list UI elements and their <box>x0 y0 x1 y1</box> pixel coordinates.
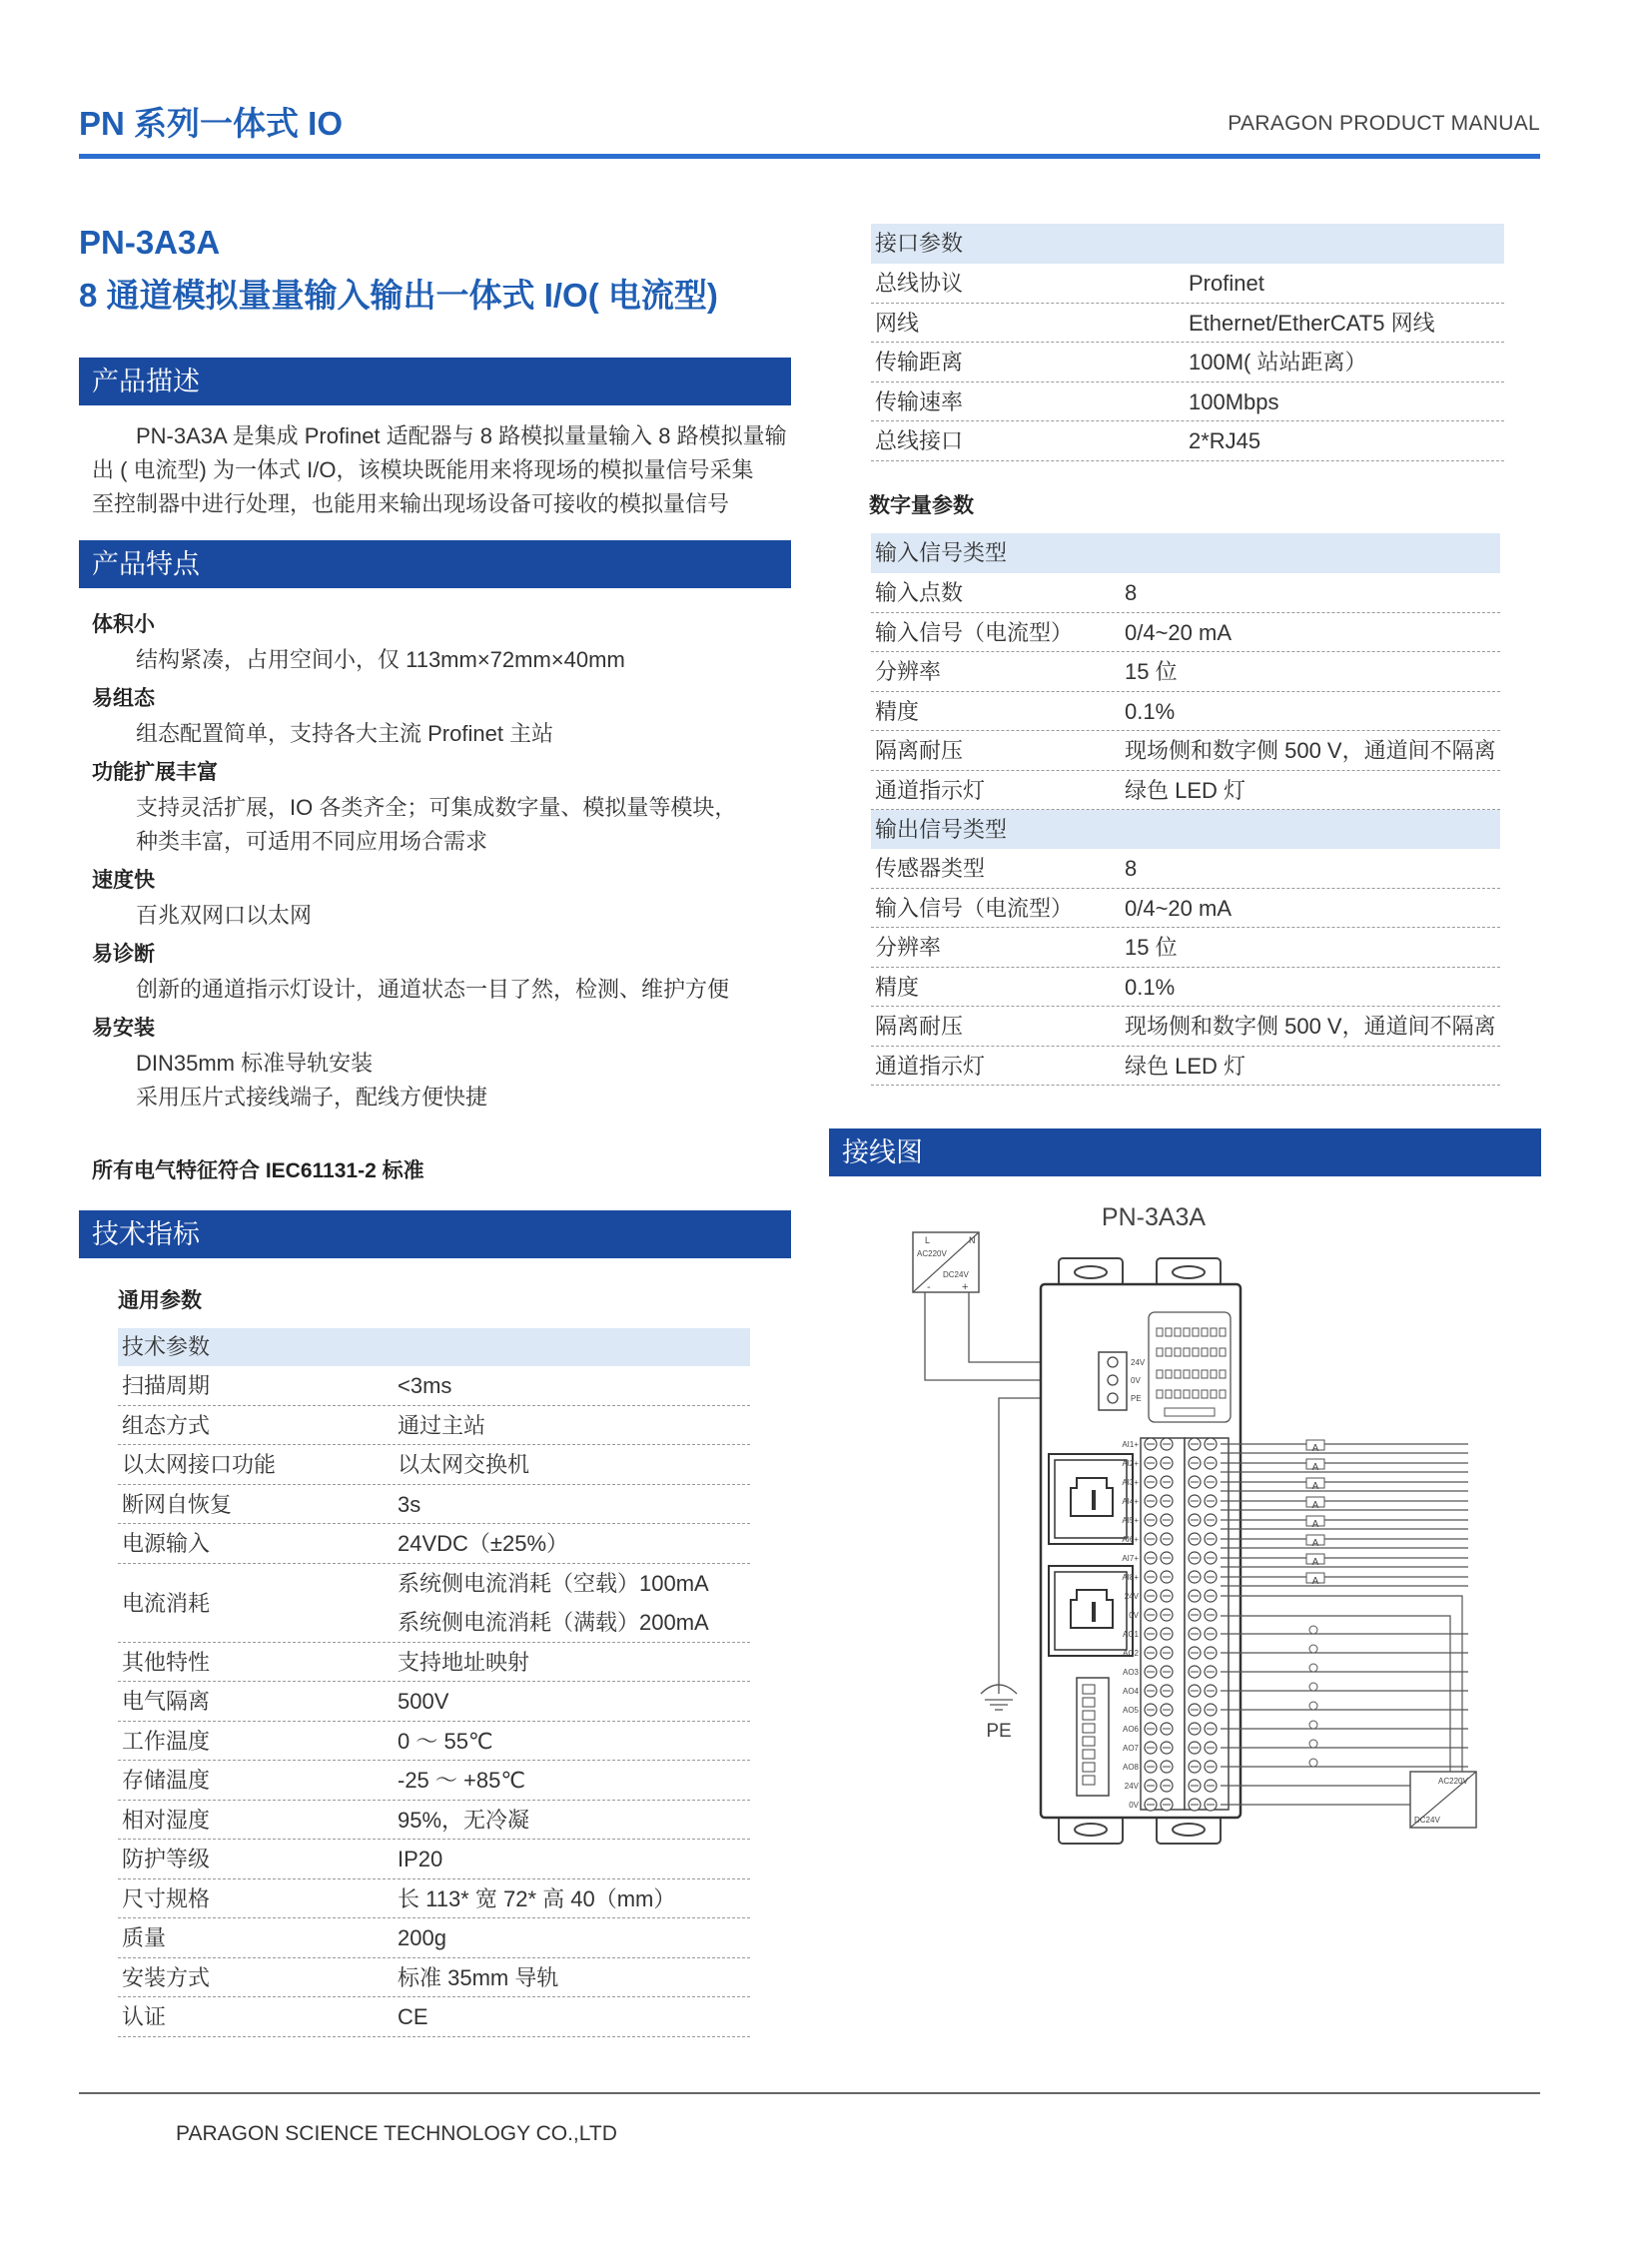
psu-input-label: AC220V <box>1438 1777 1468 1786</box>
ground-icon <box>981 1658 1017 1710</box>
table-row <box>871 382 1504 422</box>
psu-output-label: DC24V <box>943 1270 969 1279</box>
table-row <box>118 1564 750 1643</box>
row-key: 存储温度 <box>122 1768 211 1793</box>
section-specs-bar: 技术指标 <box>79 1210 791 1258</box>
svg-text:+: + <box>962 1281 969 1293</box>
table-row <box>118 1997 750 2037</box>
section-features-bar: 产品特点 <box>79 540 791 588</box>
row-value: 绿色 LED 灯 <box>1125 777 1246 803</box>
row-key: 其他特性 <box>122 1649 211 1675</box>
row-value: 现场侧和数字侧 500 V，通道间不隔离 <box>1125 738 1496 763</box>
led-panel-icon <box>1149 1312 1231 1422</box>
table-row <box>871 573 1500 613</box>
row-value: 3s <box>398 1491 421 1517</box>
row-key: 输入点数 <box>875 580 964 605</box>
row-key: 电气隔离 <box>122 1689 211 1714</box>
row-key: 组态方式 <box>122 1412 211 1438</box>
wiring-diagram <box>829 1188 1548 1887</box>
row-key: 隔离耐压 <box>875 1014 964 1039</box>
ao-terminal-label: AO8 <box>1122 1763 1139 1772</box>
table-row <box>118 1958 750 1998</box>
header-manual-label: PARAGON PRODUCT MANUAL <box>1228 112 1540 135</box>
terminal-block-icon <box>1141 1438 1229 1810</box>
ai-terminal-label: 24V <box>1124 1592 1139 1601</box>
row-value: <3ms <box>398 1373 452 1398</box>
row-key: 网线 <box>875 310 920 336</box>
table-row <box>871 692 1500 732</box>
row-value: 以太网交换机 <box>398 1452 530 1477</box>
feature-text: 创新的通道指示灯设计，通道状态一目了然，检测、维护方便 <box>136 977 730 1002</box>
header-divider <box>79 154 1540 159</box>
ai-terminal-label: AI3+ <box>1122 1478 1139 1487</box>
row-value: 200g <box>398 1925 446 1950</box>
row-value: 支持地址映射 <box>398 1649 530 1675</box>
table-row <box>118 1406 750 1446</box>
feature-text: 种类丰富，可适用不同应用场合需求 <box>136 829 488 854</box>
row-value: 8 <box>1125 580 1138 605</box>
row-value: CE <box>398 2004 428 2029</box>
load-icon <box>1309 1683 1317 1691</box>
feature-title: 体积小 <box>92 613 155 636</box>
table-header: 输入信号类型 <box>871 533 1500 573</box>
power-terminal-icon <box>1099 1352 1127 1410</box>
ao-terminal-label: 24V <box>1124 1782 1139 1791</box>
row-value: 100Mbps <box>1189 388 1279 414</box>
table-header: 技术参数 <box>118 1328 750 1366</box>
feature-title: 功能扩展丰富 <box>92 761 218 784</box>
feature-text: DIN35mm 标准导轨安装 <box>136 1051 374 1076</box>
row-value: 0/4~20 mA <box>1125 895 1233 921</box>
row-key: 输入信号（电流型） <box>875 619 1074 645</box>
feature-title: 速度快 <box>92 869 155 892</box>
row-key: 分辨率 <box>875 659 942 684</box>
description-line: PN-3A3A 是集成 Profinet 适配器与 8 路模拟量量输入 8 路模拟量输 <box>136 423 787 448</box>
row-value: 95%，无冷凝 <box>398 1807 530 1833</box>
row-value: 现场侧和数字侧 500 V，通道间不隔离 <box>1125 1014 1496 1039</box>
feature-text: 支持灵活扩展，IO 各类齐全；可集成数字量、模拟量等模块， <box>136 795 737 820</box>
row-key: 认证 <box>122 2004 167 2029</box>
table-row <box>118 1879 750 1919</box>
table-row <box>871 304 1504 344</box>
table-header: 接口参数 <box>871 224 1504 264</box>
svg-text:-: - <box>927 1281 931 1293</box>
load-icon <box>1309 1721 1317 1729</box>
row-key: 质量 <box>122 1925 167 1950</box>
table-row <box>871 731 1500 771</box>
ammeter-icon: A <box>1311 1443 1319 1454</box>
table-row <box>871 849 1500 889</box>
row-key: 精度 <box>875 974 920 1000</box>
table-row <box>118 1485 750 1525</box>
row-value: 0.1% <box>1125 698 1176 724</box>
ethernet-port-icon <box>1049 1454 1133 1544</box>
footer-company: PARAGON SCIENCE TECHNOLOGY CO.,LTD <box>176 2122 617 2145</box>
row-value: Profinet <box>1189 271 1264 296</box>
row-key: 安装方式 <box>122 1964 211 1990</box>
general-params-title: 通用参数 <box>118 1289 202 1312</box>
row-key: 工作温度 <box>122 1728 211 1754</box>
row-value: 24VDC（±25%） <box>398 1531 569 1556</box>
row-key: 精度 <box>875 698 920 724</box>
table-row <box>118 1918 750 1958</box>
table-row <box>118 1366 750 1406</box>
ammeter-icon: A <box>1311 1557 1319 1568</box>
row-value: 8 <box>1125 856 1138 881</box>
psu-input-label: AC220V <box>917 1249 947 1258</box>
ao-terminal-label: AO3 <box>1122 1668 1139 1677</box>
row-key: 分辨率 <box>875 935 942 960</box>
diagram-model-label: PN-3A3A <box>1101 1203 1207 1231</box>
row-value: 长 113* 宽 72* 高 40（mm） <box>398 1885 676 1911</box>
load-icon <box>1309 1740 1317 1748</box>
table-header: 输出信号类型 <box>871 810 1500 849</box>
row-value: -25 ～ +85℃ <box>398 1768 526 1793</box>
feature-title: 易诊断 <box>92 943 155 966</box>
psu-output-label: DC24V <box>1414 1816 1440 1825</box>
row-value: 500V <box>398 1689 449 1714</box>
table-row <box>118 1761 750 1801</box>
row-value: IP20 <box>398 1847 443 1871</box>
table-row <box>871 771 1500 811</box>
row-value: 通过主站 <box>398 1412 486 1438</box>
digital-params-table <box>871 533 1500 1086</box>
pe-label: PE <box>986 1721 1012 1742</box>
svg-text:N: N <box>969 1235 976 1245</box>
product-name: 8 通道模拟量量输入输出一体式 I/O( 电流型) <box>79 277 718 314</box>
table-row <box>118 1643 750 1683</box>
feature-title: 易组态 <box>92 687 155 710</box>
ai-terminal-label: 0V <box>1129 1611 1139 1620</box>
feature-title: 易安装 <box>92 1017 155 1040</box>
table-row <box>871 1007 1500 1047</box>
table-row <box>871 421 1504 461</box>
field-wiring <box>1221 1440 1468 1805</box>
interface-params-table <box>871 224 1504 461</box>
feature-text: 采用压片式接线端子，配线方便快捷 <box>136 1085 488 1110</box>
table-row <box>118 1445 750 1485</box>
table-row <box>871 928 1500 968</box>
ao-terminal-label: AO5 <box>1122 1706 1139 1715</box>
row-key: 尺寸规格 <box>122 1885 211 1911</box>
power-label: 24V <box>1131 1358 1146 1367</box>
load-icon <box>1309 1664 1317 1672</box>
description-line: 出 ( 电流型) 为一体式 I/O，该模块既能用来将现场的模拟量信号采集 <box>92 457 754 482</box>
table-row <box>871 613 1500 653</box>
header-title: PN 系列一体式 IO <box>79 105 344 142</box>
section-description-bar: 产品描述 <box>79 358 791 405</box>
load-icon <box>1309 1626 1317 1634</box>
digital-params-title: 数字量参数 <box>869 494 974 517</box>
row-key: 传输速率 <box>875 388 964 414</box>
power-label: PE <box>1131 1394 1142 1403</box>
ao-terminal-label: 0V <box>1129 1801 1139 1810</box>
row-key: 传输距离 <box>875 350 964 374</box>
row-value: 100M( 站站距离） <box>1189 350 1367 374</box>
row-value: 标准 35mm 导轨 <box>398 1964 559 1990</box>
power-label: 0V <box>1131 1376 1141 1385</box>
row-key: 以太网接口功能 <box>122 1452 277 1477</box>
wire <box>1221 1596 1462 1772</box>
ethernet-port-icon <box>1049 1566 1133 1656</box>
row-key: 传感器类型 <box>875 856 986 881</box>
load-icon <box>1309 1702 1317 1710</box>
table-row <box>871 652 1500 692</box>
ao-terminal-label: AO1 <box>1122 1630 1139 1639</box>
row-value: 0.1% <box>1125 974 1176 1000</box>
row-value: 系统侧电流消耗（满载）200mA <box>398 1609 709 1635</box>
table-row <box>871 264 1504 304</box>
ammeter-icon: A <box>1311 1538 1319 1549</box>
product-code: PN-3A3A <box>79 224 221 261</box>
ai-terminal-label: AI6+ <box>1122 1535 1139 1544</box>
table-row <box>118 1682 750 1722</box>
row-key: 扫描周期 <box>122 1373 211 1398</box>
row-key: 断网自恢复 <box>122 1491 233 1517</box>
ai-terminal-label: AI8+ <box>1122 1573 1139 1582</box>
ammeter-icon: A <box>1311 1576 1319 1587</box>
row-value: Ethernet/EtherCAT5 网线 <box>1189 310 1435 336</box>
ammeter-icon: A <box>1311 1462 1319 1473</box>
row-value: 绿色 LED 灯 <box>1125 1053 1246 1079</box>
feature-text: 百兆双网口以太网 <box>136 903 313 928</box>
row-key: 隔离耐压 <box>875 738 964 763</box>
table-row <box>118 1801 750 1841</box>
row-key: 电流消耗 <box>122 1590 211 1616</box>
power-supply-icon <box>1410 1772 1476 1828</box>
ao-terminal-label: AO4 <box>1122 1687 1139 1696</box>
ai-terminal-label: AI4+ <box>1122 1497 1139 1506</box>
row-value: 系统侧电流消耗（空载）100mA <box>398 1570 709 1596</box>
ao-terminal-label: AO6 <box>1122 1725 1139 1734</box>
svg-text:L: L <box>925 1235 931 1245</box>
feature-text: 组态配置简单，支持各大主流 Profinet 主站 <box>136 721 554 746</box>
ammeter-icon: A <box>1311 1481 1319 1492</box>
row-key: 防护等级 <box>122 1847 211 1871</box>
row-key: 通道指示灯 <box>875 777 986 803</box>
general-params-table <box>118 1328 750 2037</box>
row-key: 输入信号（电流型） <box>875 895 1074 921</box>
row-value: 0/4~20 mA <box>1125 619 1233 645</box>
feature-text: 结构紧凑，占用空间小，仅 113mm×72mm×40mm <box>136 647 625 672</box>
row-key: 电源输入 <box>122 1531 211 1556</box>
power-supply-icon <box>913 1232 979 1293</box>
table-row <box>118 1722 750 1762</box>
load-icon <box>1309 1645 1317 1653</box>
table-row <box>871 889 1500 929</box>
table-row <box>118 1840 750 1879</box>
ammeter-icon: A <box>1311 1519 1319 1530</box>
row-key: 通道指示灯 <box>875 1053 986 1079</box>
ai-terminal-label: AI1+ <box>1122 1440 1139 1449</box>
section-wiring-bar: 接线图 <box>829 1128 1541 1176</box>
footer-divider <box>79 2092 1540 2094</box>
table-row <box>118 1524 750 1564</box>
ammeter-icon: A <box>1311 1500 1319 1511</box>
row-value: 0 ～ 55℃ <box>398 1728 493 1754</box>
product-description <box>92 419 791 521</box>
dip-switch-icon <box>1077 1678 1109 1796</box>
ai-terminal-label: AI7+ <box>1122 1554 1139 1563</box>
row-value: 2*RJ45 <box>1189 428 1261 453</box>
ao-terminal-label: AO2 <box>1122 1649 1139 1658</box>
ao-terminal-label: AO7 <box>1122 1744 1139 1753</box>
table-row <box>871 968 1500 1008</box>
ai-terminal-label: AI2+ <box>1122 1459 1139 1468</box>
row-value: 15 位 <box>1125 935 1178 960</box>
compliance-note: 所有电气特征符合 IEC61131-2 标准 <box>92 1159 424 1182</box>
row-key: 相对湿度 <box>122 1807 211 1833</box>
feature-list <box>92 607 791 1115</box>
row-key: 总线接口 <box>875 428 964 453</box>
load-icon <box>1309 1759 1317 1767</box>
row-key: 总线协议 <box>875 271 964 296</box>
description-line: 至控制器中进行处理，也能用来输出现场设备可接收的模拟量信号 <box>92 491 730 516</box>
table-row <box>871 1047 1500 1087</box>
table-row <box>871 343 1504 382</box>
ai-terminal-label: AI5+ <box>1122 1516 1139 1525</box>
row-value: 15 位 <box>1125 659 1178 684</box>
